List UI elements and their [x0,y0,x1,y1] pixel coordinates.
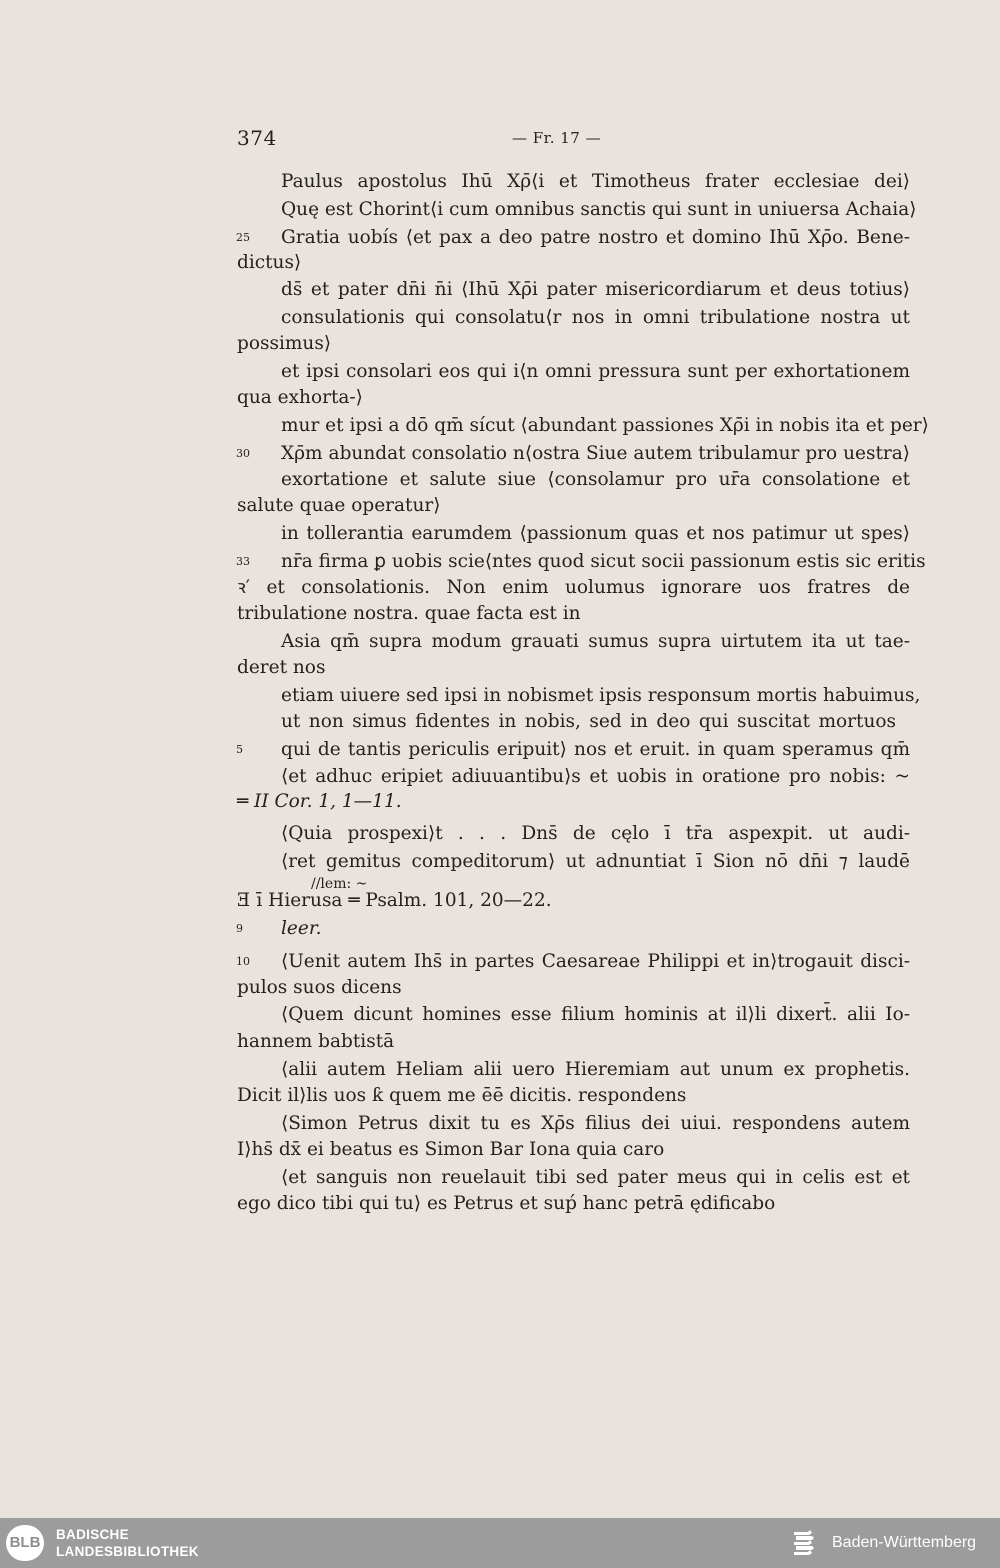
interlinear-note: //lem: ~ [311,876,368,892]
text-line: pulos suos dicens [237,977,402,998]
text-line: salute quae operatur⟩ [237,495,441,516]
library-name[interactable] [56,1526,199,1560]
text-line: hannem babtistā [237,1031,395,1052]
text-line: ⟨et adhuc eripiet adiuuantibu⟩s et uobis in oratione pro nobis: ~ [281,766,910,787]
text-line: ego dico tibi qui tu⟩ es Petrus et suṕ hanc petrā ędificabo [237,1193,776,1214]
text-line: Asia qm̄ supra modum grauati sumus supra uirtutem ita ut tae- [281,631,910,652]
library-name-line2: LANDESBIBLIOTHEK [56,1544,199,1559]
reference-citation: ═ II Cor. 1, 1—11. [237,791,402,812]
text-line: ꝛ′ et consolationis. Non enim uolumus ignorare uos fratres de [237,577,910,598]
text-line: qua exhorta-⟩ [237,387,363,408]
text-line: dictus⟩ [237,252,302,273]
line-number: 33 [236,555,250,568]
text-line: consulationis qui consolatu⟨r nos in omni tribulatione nostra ut [281,307,910,328]
line-number: 5 [236,743,243,756]
text-line: ⟨et sanguis non reuelauit tibi sed pater meus qui in celis est et [281,1167,910,1188]
text-line: Quę est Chorint⟨i cum omnibus sanctis qui sunt in uniuersa Achaia⟩ [281,199,917,220]
text-line: qui de tantis periculis eripuit⟩ nos et eruit. in quam speramus qm̄ [281,739,910,760]
blb-logo[interactable]: BLB [6,1525,44,1561]
lion-crest-icon [790,1527,822,1559]
line-number: 10 [236,955,250,968]
text-line: ⟨Uenit autem Ihs̄ in partes Caesareae Philippi et in⟩trogauit disci- [281,951,910,972]
text-line: ut non simus fidentes in nobis, sed in deo qui suscitat mortuos [281,711,896,732]
footer-bar [0,1518,1000,1568]
state-name[interactable]: Baden-Württemberg [832,1534,977,1551]
running-title: — Fr. 17 — [512,129,602,147]
text-line: et ipsi consolari eos qui i⟨n omni pressura sunt per exhortationem [281,361,910,382]
text-line: I⟩hs̄ dx̄ ei beatus es Simon Bar Iona quia caro [237,1139,665,1160]
text-line: Dicit il⟩lis uos ƙ quem me ēē dicitis. respondens [237,1085,687,1106]
library-name-line1: BADISCHE [56,1527,129,1542]
line-number: 30 [236,447,250,460]
text-line: deret nos [237,657,326,678]
text-line: ds̄ et pater dn̄i n̄i ⟨Ihū Xρ̄i pater misericordiarum et deus totius⟩ [281,279,910,300]
text-line: leer. [281,918,322,939]
text-line: ⟨ret gemitus compeditorum⟩ ut adnuntiat ī Sion nō dn̄i ⁊ laudē [281,851,910,872]
text-line: nr̄a firma ꝑ uobis scie⟨ntes quod sicut socii passionum estis sic eritis [281,551,926,572]
line-number: 9 [236,922,243,935]
text-line: in tollerantia earumdem ⟨passionum quas et nos patimur ut spes⟩ [281,523,910,544]
text-line: ⟨Simon Petrus dixit tu es Xρ̄s filius dei uiui. respondens autem [281,1113,910,1134]
text-line: mur et ipsi a dō qm̄ sícut ⟨abundant passiones Xρ̄i in nobis ita et per⟩ [281,415,929,436]
text-line: ⟨Quia prospexi⟩t . . . Dns̄ de cęlo ī tr̄a aspexpit. ut audi- [281,823,910,844]
text-line: Paulus apostolus Ihū Xρ̄⟨i et Timotheus frater ecclesiae dei⟩ [281,171,910,192]
reference-citation: Ǝ ī Hierusa ═ Psalm. 101, 20—22. [237,890,552,911]
text-line: possimus⟩ [237,333,332,354]
text-line: ⟨alii autem Heliam alii uero Hieremiam aut unum ex prophetis. [281,1059,910,1080]
text-line: ⟨Quem dicunt homines esse filium hominis at il⟩li dixert̄. alii Io- [281,1004,910,1025]
text-line: Xρ̄m abundat consolatio n⟨ostra Siue autem tribulamur pro uestra⟩ [281,443,910,464]
text-line: tribulatione nostra. quae facta est in [237,603,581,624]
text-line: exortatione et salute siue ⟨consolamur pro ur̄a consolatione et [281,469,910,490]
text-line: Gratia uobís ⟨et pax a deo patre nostro et domino Ihū Xρ̄o. Bene- [281,227,910,248]
text-line: etiam uiuere sed ipsi in nobismet ipsis responsum mortis habuimus, [281,685,921,706]
page-number: 374 [237,126,277,150]
line-number: 25 [236,231,250,244]
